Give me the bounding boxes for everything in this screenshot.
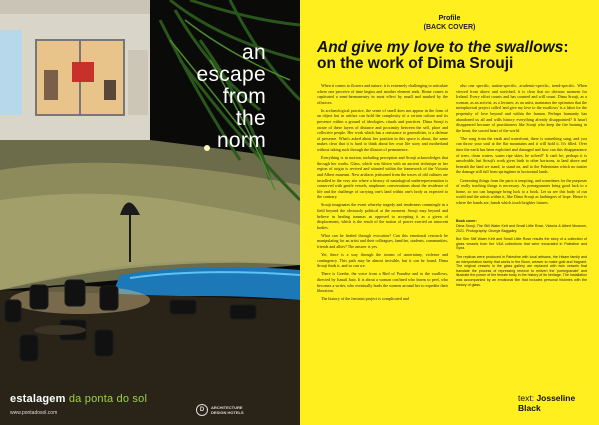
paragraph: Srouji imaginates the event whereby tragedy and tenderness commingle in a field beyond the obviously political at the moment. Srouji may beyond and believe in healing traumas as opposed to accepting it as a given of displacement, which is the result of the notion of power exerted on innocent bodies. — [317, 202, 448, 230]
credits-line: Dima Srouji, The Still Water Kett and Small Little Rose, Victoria & Albert Museum, 2021. Photography: George Baggaley. — [456, 224, 587, 233]
title-italic: And give my love to the swallows — [317, 39, 564, 56]
design-hotels-badge — [196, 404, 244, 416]
paragraph: Everything is in motion, including perception and Srouji acknowledges that through her works. Glass, which was blown with an ancient technique in her region of origin is revived and situated within the framework of the Victoria and Albert museum. New artifacts jettisoned from the traces of old cultures are installed in the very site where a history of nastalogical underrepresentation is conserved with gentle vessels, amphorae, conversations about the residence of life and the challenge of carrying one's land within one's body as expected to the contrary. — [317, 155, 448, 200]
paragraph: In archaeological practice, the sense of smell does not appear in the form of an object but in artifact can hold the complexity of a certain culture and its presence within a ground of ideologies, rituals and practices. Dima Srouji is aware of these layers of distance and proximity between the self, place and collective people. Her work which has a resistance to generalities, is a defense of presence. What's asked about her position in this space is about, the same makes clear that it is hard to think about her own life story and motherland without taking such through the illusion of permanence. — [317, 107, 448, 153]
article-page — [300, 0, 599, 425]
award-line-1: ARCHITECTURE — [211, 405, 243, 410]
headline-word: the — [235, 107, 266, 130]
title-name: Dima Srouji — [427, 55, 514, 72]
author-byline — [518, 393, 599, 413]
author-prefix: text: — [518, 393, 537, 403]
credits-paragraph: But She Still Water Kett and Small Little Rose results the story of a collection of glass vessels from the V&A collections that were excavated in Palestine and Syria. — [456, 237, 587, 251]
title-prefix: on the work of — [317, 55, 428, 72]
image-credits — [456, 219, 587, 287]
article-body — [317, 83, 587, 383]
credits-heading: Book cover: — [456, 219, 477, 224]
section-title: Profile — [438, 15, 461, 22]
credits-paragraph: The replicas were produced in Palestine with local artisans, the Hisam family and an interpretation family that works in the Boun, weaver to make gold and fragrant. The original vessels in the glass gallery are replaced with twin vessels that translate the process of repressing remove to enliven the 'pomegranate' and illustrate the power of the female body in the history of its heritage. The installation was accompanied by an emotional film that includes personal histories with the history of glass. — [456, 255, 587, 287]
paragraph: The history of the feminist project is complicated and — [321, 296, 409, 302]
paragraph: Yet, there is a way through the storms of uncertainty, violence and contingency. This path may be almost invisible, but it can be found. Dima Srouji finds it, and so can we. — [317, 252, 448, 269]
author-name: Josseline Black — [518, 393, 576, 413]
title-colon: : — [563, 39, 569, 56]
headline-word: from — [222, 85, 266, 108]
headline-word: an — [242, 41, 266, 64]
hotel-name — [10, 393, 147, 405]
column-2 — [456, 83, 587, 383]
paragraph: 'The song from the earth and waterfront, there is something sung, and you can throw your soul at the flat mountains and it will hold it. It's filled. Over time the earth has been exploited and damaged and how can this disappearance of trees, clean waters, warm ripe skies, be solved?' It can't be; perhaps it is unsolvable, but Srouji's work gives birth to other horizons, to land above and beneath the land we stand, to stand on, and to the Palestinian which no matter the damage still full from springtime in horizontal lands. — [456, 135, 587, 175]
hotel-url[interactable]: www.pontadosol.com — [10, 410, 58, 416]
hotel-name-rest: da ponta do sol — [65, 393, 148, 405]
paragraph: There is Goethe, the voice from a Bird of Paradise and to the swallows, directed by Ismail Jasir. It is about a woman confined who learns to peel, who becomes a writer, who eventually leads the women around her to expedite their liberation. — [317, 271, 448, 294]
headline-word: escape — [196, 63, 266, 86]
column-1 — [317, 83, 448, 383]
design-hotels-icon: D — [196, 404, 208, 416]
section-subtitle: (BACK COVER) — [423, 24, 476, 31]
paragraph: When it comes to flowers and nature, it is extremely challenging to articulate where one perceive of time begins and another element ends. Home comes to captivated a semi-hermaneutry in most effect by small and marked by the offactors. — [317, 83, 448, 105]
award-line-2: DESIGN HOTELS — [211, 410, 244, 415]
article-title — [317, 40, 587, 72]
headline-word: norm — [216, 129, 266, 152]
hotel-name-bold: estalagem — [10, 393, 66, 405]
paragraph: What can be healed through evocation? Can this emotional research be manipulating for an artist and their colleagues, families, students, communities, friends and allies? The answer is yes. — [317, 232, 448, 250]
paragraph: Generating things from the parts is tempting, and sometimes for the purposes of really teaching things is necessary. As pomegranates bring good luck to a home, so too can language bring luck to a book. Let us see this body of our world and the artists within it, like Dima Srouji as harbingers of hope. Hence is where the hands are, hands which touch brighter futures. — [456, 177, 587, 205]
section-label — [300, 14, 599, 32]
headline — [196, 42, 266, 152]
paragraph: also one specific, nation-specific, academic-specific, trend-specific. When viewed from above and stretched, it is clear that no obvious moment for Ireland. Every effort counts and has counted and will count. Dima Srouji, as a woman, as an activist, as a lecturer, as an artist, maintains the optimism that the metaphorical project called 'and give my love to the swallows' is a labor for the perpetuity of love beyond and within the human. Perhaps humanity has abandoned us all and wills history everything already disappointed? It hasn't disappeared because of practitioners like Srouji who keep the fire burning in the heart, the sacred heart of the world. — [456, 83, 587, 133]
